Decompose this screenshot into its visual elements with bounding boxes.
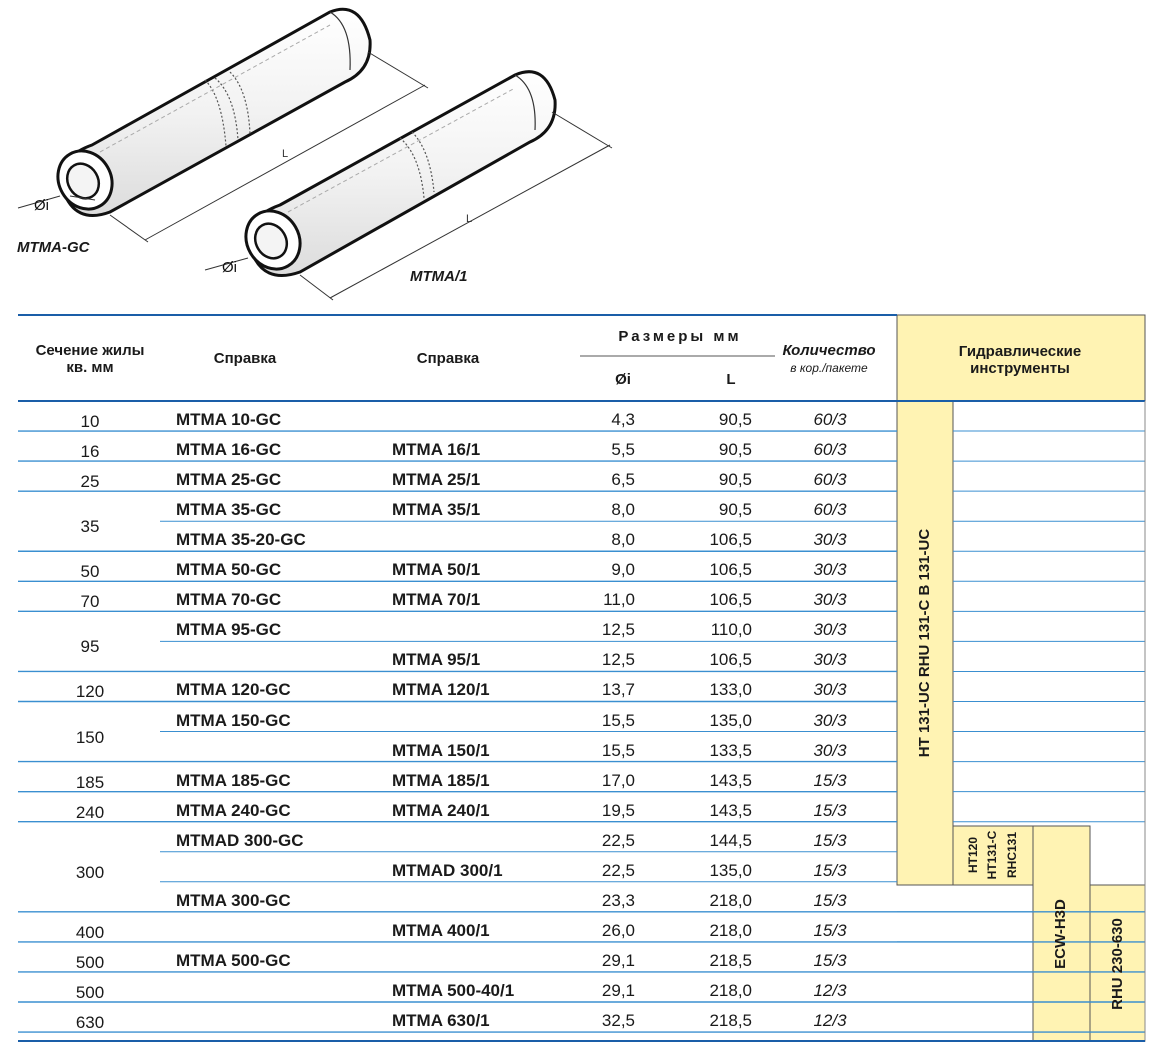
header-dims: Размеры мм <box>618 328 742 345</box>
row-length: 133,5 <box>709 740 752 760</box>
row-ref2: MTMA 630/1 <box>392 1011 490 1030</box>
dim-diameter-left: Øi <box>34 197 49 214</box>
row-ref1: MTMA 120-GC <box>176 680 291 700</box>
row-diameter: 9,0 <box>611 560 635 580</box>
row-diameter: 6,5 <box>611 470 635 490</box>
row-section: 35 <box>80 517 100 537</box>
row-diameter: 11,0 <box>603 590 635 610</box>
row-section: 185 <box>75 772 105 792</box>
row-quantity: 15/3 <box>813 860 847 880</box>
row-diameter: 22,5 <box>601 830 635 850</box>
tools-group1-label: HT 131-UC RHU 131-C B 131-UC <box>916 528 933 758</box>
row-diameter: 23,3 <box>601 890 635 910</box>
row-diameter: 13,7 <box>601 680 635 700</box>
tools-group3-label: ECW-H3D <box>1052 899 1069 969</box>
row-section: 300 <box>75 862 105 882</box>
row-ref2: MTMA 185/1 <box>392 770 490 790</box>
header-section-line1: Сечение жилы <box>35 342 145 359</box>
row-length: 110,0 <box>710 620 752 640</box>
row-quantity: 15/3 <box>813 890 847 910</box>
row-ref2: MTMA 150/1 <box>392 740 490 760</box>
row-section: 500 <box>75 952 105 972</box>
row-length: 218,5 <box>709 950 752 970</box>
row-ref2: MTMA 120/1 <box>392 680 490 700</box>
row-ref1: MTMA 150-GC <box>176 710 291 730</box>
row-diameter: 29,1 <box>601 980 635 1000</box>
row-ref1: MTMA 95-GC <box>176 620 282 640</box>
row-length: 143,5 <box>709 800 752 820</box>
row-quantity: 60/3 <box>813 410 847 429</box>
row-length: 135,0 <box>709 860 752 880</box>
row-quantity: 30/3 <box>813 560 847 580</box>
row-quantity: 12/3 <box>813 980 847 1000</box>
row-quantity: 15/3 <box>813 830 847 850</box>
row-diameter: 12,5 <box>601 620 635 640</box>
row-lines <box>18 431 1145 1032</box>
row-section: 70 <box>80 592 100 612</box>
row-ref2: MTMA 400/1 <box>392 920 490 940</box>
row-length: 106,5 <box>709 560 752 580</box>
header-qty: Количество <box>782 342 876 359</box>
row-length: 143,5 <box>709 770 752 790</box>
row-quantity: 15/3 <box>813 800 847 820</box>
header-qty-sub: в кор./пакете <box>790 361 868 375</box>
row-diameter: 22,5 <box>601 860 635 880</box>
header-tools-line1: Гидравлические <box>958 343 1082 360</box>
tools-group4-label: RHU 230-630 <box>1109 918 1126 1010</box>
tools-group2-label-a: HT120 <box>966 836 980 874</box>
header-section-line2: кв. мм <box>66 359 114 376</box>
row-quantity: 30/3 <box>813 620 847 640</box>
dim-diameter-right: Øi <box>222 259 237 276</box>
row-ref1: MTMA 10-GC <box>176 410 282 429</box>
row-quantity: 30/3 <box>813 650 847 670</box>
row-length: 218,5 <box>709 1011 752 1030</box>
row-length: 90,5 <box>718 470 752 490</box>
row-length: 218,0 <box>709 920 752 940</box>
row-ref2: MTMA 50/1 <box>392 560 481 580</box>
row-diameter: 32,5 <box>601 1011 635 1030</box>
row-quantity: 60/3 <box>813 440 847 460</box>
row-section: 25 <box>80 472 100 492</box>
row-section: 120 <box>75 682 105 702</box>
row-ref1: MTMA 50-GC <box>176 560 282 580</box>
row-quantity: 30/3 <box>813 710 847 730</box>
row-section: 50 <box>80 562 100 582</box>
tools-group2-label-b: HT131-C <box>985 830 999 880</box>
row-length: 218,0 <box>709 890 752 910</box>
row-ref2: MTMA 240/1 <box>392 800 490 820</box>
row-section: 150 <box>75 727 105 747</box>
tools-group2-label-c: RHC131 <box>1005 831 1019 879</box>
row-length: 90,5 <box>718 410 752 429</box>
row-ref1: MTMA 25-GC <box>176 470 282 490</box>
row-ref1: MTMA 70-GC <box>176 590 282 610</box>
row-ref2: MTMA 25/1 <box>392 470 481 490</box>
row-section: 500 <box>75 982 105 1002</box>
row-quantity: 30/3 <box>813 590 847 610</box>
label-mtma-1: MTMA/1 <box>410 268 468 285</box>
dim-length-left: L <box>282 148 289 160</box>
row-ref1: MTMA 35-GC <box>176 500 282 520</box>
row-quantity: 30/3 <box>813 680 847 700</box>
row-length: 144,5 <box>709 830 752 850</box>
row-ref1: MTMA 35-20-GC <box>176 530 306 550</box>
row-ref1: MTMA 185-GC <box>176 770 291 790</box>
row-section: 95 <box>80 637 100 657</box>
row-ref1: MTMA 300-GC <box>176 890 291 910</box>
row-diameter: 8,0 <box>611 530 635 550</box>
row-diameter: 29,1 <box>601 950 635 970</box>
row-diameter: 17,0 <box>601 770 635 790</box>
row-ref1: MTMA 240-GC <box>176 800 291 820</box>
row-section: 630 <box>75 1013 105 1033</box>
row-quantity: 60/3 <box>813 500 847 520</box>
row-length: 135,0 <box>709 710 752 730</box>
row-length: 133,0 <box>709 680 752 700</box>
header-section <box>35 342 145 376</box>
header-ref2: Справка <box>416 350 480 367</box>
row-ref1: MTMA 16-GC <box>176 440 282 460</box>
row-diameter: 12,5 <box>601 650 635 670</box>
row-ref2: MTMA 500-40/1 <box>392 980 515 1000</box>
row-quantity: 15/3 <box>813 770 847 790</box>
row-length: 90,5 <box>718 500 752 520</box>
row-ref2: MTMA 70/1 <box>392 590 481 610</box>
header-tools <box>930 343 1110 377</box>
label-mtma-gc: MTMA-GC <box>17 239 90 256</box>
row-diameter: 26,0 <box>601 920 635 940</box>
row-diameter: 15,5 <box>601 710 635 730</box>
row-length: 90,5 <box>718 440 752 460</box>
row-diameter: 19,5 <box>601 800 635 820</box>
row-diameter: 5,5 <box>611 440 635 460</box>
dim-length-right: L <box>466 213 473 225</box>
row-ref1: MTMAD 300-GC <box>176 830 304 850</box>
row-quantity: 30/3 <box>813 740 847 760</box>
header-dim-l: L <box>726 371 736 388</box>
row-quantity: 60/3 <box>813 470 847 490</box>
row-section: 240 <box>75 802 105 822</box>
row-ref2: MTMA 16/1 <box>392 440 481 460</box>
row-diameter: 15,5 <box>601 740 635 760</box>
row-length: 218,0 <box>709 980 752 1000</box>
row-ref1: MTMA 500-GC <box>176 950 291 970</box>
header-ref1: Справка <box>213 350 277 367</box>
row-diameter: 8,0 <box>611 500 635 520</box>
row-quantity: 15/3 <box>813 950 847 970</box>
row-section: 400 <box>75 922 105 942</box>
row-ref2: MTMA 35/1 <box>392 500 481 520</box>
row-section: 16 <box>80 442 100 462</box>
row-quantity: 15/3 <box>813 920 847 940</box>
row-quantity: 30/3 <box>813 530 847 550</box>
row-length: 106,5 <box>709 530 752 550</box>
row-length: 106,5 <box>709 590 752 610</box>
header-tools-line2: инструменты <box>970 360 1070 377</box>
row-diameter: 4,3 <box>611 410 635 429</box>
header-dim-d: Øi <box>615 371 631 388</box>
row-ref2: MTMA 95/1 <box>392 650 481 670</box>
row-length: 106,5 <box>709 650 752 670</box>
row-quantity: 12/3 <box>813 1011 847 1030</box>
row-ref2: MTMAD 300/1 <box>392 860 503 880</box>
row-section: 10 <box>80 412 100 432</box>
